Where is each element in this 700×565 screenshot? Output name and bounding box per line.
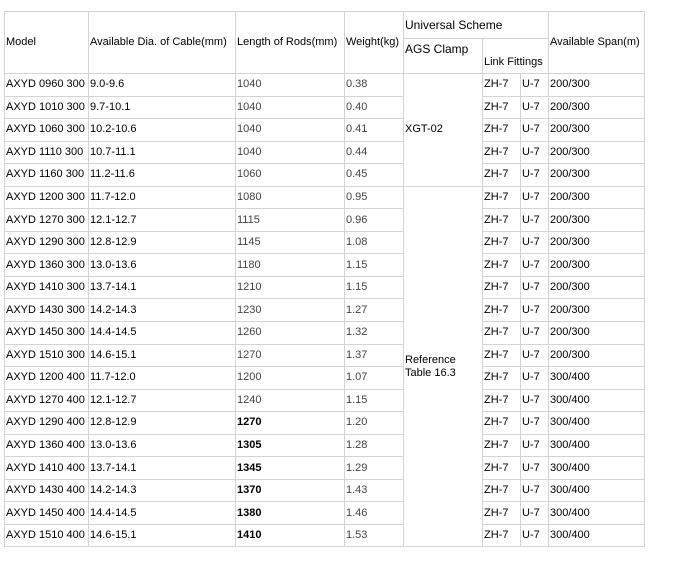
link-fitting-cell: U-7 (521, 186, 549, 209)
span-cell: 300/400 (549, 434, 645, 457)
weight-cell: 0.38 (345, 74, 404, 97)
rod-length-cell: 1040 (236, 74, 345, 97)
model-cell: AXYD 1430 300 (5, 299, 89, 322)
link-fitting-cell: ZH-7 (483, 367, 521, 390)
rod-length-cell: 1240 (236, 389, 345, 412)
table-row (5, 524, 645, 547)
model-cell: AXYD 1290 400 (5, 412, 89, 435)
diameter-cell: 11.7-12.0 (89, 367, 236, 390)
header-model: Model (5, 12, 89, 74)
model-cell: AXYD 1450 400 (5, 502, 89, 525)
diameter-cell: 12.1-12.7 (89, 209, 236, 232)
table-row (5, 457, 645, 480)
rod-length-cell: 1040 (236, 119, 345, 142)
rod-length-cell: 1305 (236, 434, 345, 457)
rod-length-cell: 1230 (236, 299, 345, 322)
rod-length-cell: 1260 (236, 322, 345, 345)
weight-cell: 1.08 (345, 231, 404, 254)
rod-length-cell: 1370 (236, 479, 345, 502)
weight-cell: 1.37 (345, 344, 404, 367)
rod-length-cell: 1145 (236, 231, 345, 254)
link-fitting-cell: U-7 (521, 119, 549, 142)
link-fitting-cell: ZH-7 (483, 254, 521, 277)
span-cell: 300/400 (549, 389, 645, 412)
link-fitting-cell: U-7 (521, 322, 549, 345)
span-cell: 200/300 (549, 209, 645, 232)
link-fitting-cell: ZH-7 (483, 502, 521, 525)
span-cell: 200/300 (549, 96, 645, 119)
diameter-cell: 14.6-15.1 (89, 344, 236, 367)
span-cell: 300/400 (549, 502, 645, 525)
link-fitting-cell: U-7 (521, 74, 549, 97)
spec-table (4, 11, 645, 547)
span-cell: 300/400 (549, 479, 645, 502)
model-cell: AXYD 1290 300 (5, 231, 89, 254)
model-cell: AXYD 1360 300 (5, 254, 89, 277)
diameter-cell: 10.7-11.1 (89, 141, 236, 164)
span-cell: 200/300 (549, 254, 645, 277)
link-fitting-cell: ZH-7 (483, 74, 521, 97)
diameter-cell: 9.0-9.6 (89, 74, 236, 97)
rod-length-cell: 1270 (236, 344, 345, 367)
span-cell: 300/400 (549, 524, 645, 547)
link-fitting-cell: U-7 (521, 96, 549, 119)
weight-cell: 1.28 (345, 434, 404, 457)
link-fitting-cell: U-7 (521, 344, 549, 367)
table-row (5, 209, 645, 232)
weight-cell: 1.32 (345, 322, 404, 345)
span-cell: 200/300 (549, 164, 645, 187)
link-fitting-cell: ZH-7 (483, 389, 521, 412)
weight-cell: 1.15 (345, 389, 404, 412)
model-cell: AXYD 1110 300 (5, 141, 89, 164)
span-cell: 200/300 (549, 322, 645, 345)
table-row (5, 254, 645, 277)
link-fitting-cell: U-7 (521, 231, 549, 254)
weight-cell: 1.20 (345, 412, 404, 435)
model-cell: AXYD 1410 400 (5, 457, 89, 480)
link-fitting-cell: ZH-7 (483, 164, 521, 187)
weight-cell: 0.95 (345, 186, 404, 209)
link-fitting-cell: U-7 (521, 299, 549, 322)
model-cell: AXYD 1270 400 (5, 389, 89, 412)
link-fitting-cell: U-7 (521, 254, 549, 277)
weight-cell: 0.44 (345, 141, 404, 164)
weight-cell: 1.15 (345, 254, 404, 277)
header-universal-scheme: Universal Scheme (404, 12, 549, 39)
rod-length-cell: 1345 (236, 457, 345, 480)
weight-cell: 1.43 (345, 479, 404, 502)
diameter-cell: 10.2-10.6 (89, 119, 236, 142)
rod-length-cell: 1210 (236, 276, 345, 299)
table-row (5, 186, 645, 209)
rod-length-cell: 1040 (236, 141, 345, 164)
header-link-fittings: Link Fittings (483, 39, 549, 74)
link-fitting-cell: U-7 (521, 209, 549, 232)
link-fitting-cell: ZH-7 (483, 186, 521, 209)
diameter-cell: 11.2-11.6 (89, 164, 236, 187)
header-weight: Weight(kg) (345, 12, 404, 74)
link-fitting-cell: U-7 (521, 524, 549, 547)
rod-length-cell: 1410 (236, 524, 345, 547)
weight-cell: 0.41 (345, 119, 404, 142)
model-cell: AXYD 1360 400 (5, 434, 89, 457)
weight-cell: 0.45 (345, 164, 404, 187)
link-fitting-cell: ZH-7 (483, 344, 521, 367)
span-cell: 300/400 (549, 457, 645, 480)
rod-length-cell: 1040 (236, 96, 345, 119)
link-fitting-cell: U-7 (521, 367, 549, 390)
table-row (5, 479, 645, 502)
diameter-cell: 13.7-14.1 (89, 457, 236, 480)
model-cell: AXYD 1010 300 (5, 96, 89, 119)
link-fitting-cell: U-7 (521, 164, 549, 187)
model-cell: AXYD 1410 300 (5, 276, 89, 299)
diameter-cell: 13.7-14.1 (89, 276, 236, 299)
model-cell: AXYD 0960 300 (5, 74, 89, 97)
weight-cell: 1.07 (345, 367, 404, 390)
table-row (5, 322, 645, 345)
link-fitting-cell: U-7 (521, 457, 549, 480)
weight-cell: 1.15 (345, 276, 404, 299)
model-cell: AXYD 1200 400 (5, 367, 89, 390)
table-row (5, 434, 645, 457)
link-fitting-cell: U-7 (521, 389, 549, 412)
table-row (5, 502, 645, 525)
diameter-cell: 13.0-13.6 (89, 254, 236, 277)
link-fitting-cell: U-7 (521, 141, 549, 164)
table-row (5, 164, 645, 187)
ags-clamp-group-1: XGT-02 (404, 74, 483, 187)
diameter-cell: 13.0-13.6 (89, 434, 236, 457)
link-fitting-cell: ZH-7 (483, 299, 521, 322)
link-fitting-cell: ZH-7 (483, 322, 521, 345)
link-fitting-cell: ZH-7 (483, 231, 521, 254)
weight-cell: 1.53 (345, 524, 404, 547)
link-fitting-cell: U-7 (521, 502, 549, 525)
span-cell: 200/300 (549, 119, 645, 142)
rod-length-cell: 1080 (236, 186, 345, 209)
spec-table-body (5, 12, 645, 547)
link-fitting-cell: ZH-7 (483, 524, 521, 547)
span-cell: 200/300 (549, 231, 645, 254)
span-cell: 200/300 (549, 276, 645, 299)
diameter-cell: 12.8-12.9 (89, 231, 236, 254)
link-fitting-cell: ZH-7 (483, 96, 521, 119)
model-cell: AXYD 1270 300 (5, 209, 89, 232)
weight-cell: 0.96 (345, 209, 404, 232)
span-cell: 200/300 (549, 74, 645, 97)
model-cell: AXYD 1160 300 (5, 164, 89, 187)
weight-cell: 0.40 (345, 96, 404, 119)
span-cell: 200/300 (549, 344, 645, 367)
weight-cell: 1.29 (345, 457, 404, 480)
ags-clamp-group-2: Reference Table 16.3 (404, 186, 483, 547)
span-cell: 300/400 (549, 367, 645, 390)
diameter-cell: 9.7-10.1 (89, 96, 236, 119)
table-row (5, 412, 645, 435)
model-cell: AXYD 1450 300 (5, 322, 89, 345)
link-fitting-cell: ZH-7 (483, 119, 521, 142)
rod-length-cell: 1115 (236, 209, 345, 232)
link-fitting-cell: ZH-7 (483, 457, 521, 480)
link-fitting-cell: ZH-7 (483, 276, 521, 299)
diameter-cell: 12.1-12.7 (89, 389, 236, 412)
diameter-cell: 14.2-14.3 (89, 299, 236, 322)
table-row (5, 96, 645, 119)
link-fitting-cell: U-7 (521, 479, 549, 502)
span-cell: 200/300 (549, 186, 645, 209)
span-cell: 200/300 (549, 141, 645, 164)
table-row (5, 231, 645, 254)
span-cell: 200/300 (549, 299, 645, 322)
link-fitting-cell: ZH-7 (483, 412, 521, 435)
rod-length-cell: 1200 (236, 367, 345, 390)
link-fitting-cell: U-7 (521, 412, 549, 435)
table-row (5, 276, 645, 299)
table-row (5, 74, 645, 97)
link-fitting-cell: U-7 (521, 434, 549, 457)
header-rod-length: Length of Rods(mm) (236, 12, 345, 74)
diameter-cell: 14.2-14.3 (89, 479, 236, 502)
table-row (5, 141, 645, 164)
table-row (5, 344, 645, 367)
link-fitting-cell: ZH-7 (483, 479, 521, 502)
link-fitting-cell: ZH-7 (483, 434, 521, 457)
diameter-cell: 12.8-12.9 (89, 412, 236, 435)
link-fitting-cell: U-7 (521, 276, 549, 299)
header-span: Available Span(m) (549, 12, 645, 74)
weight-cell: 1.46 (345, 502, 404, 525)
rod-length-cell: 1380 (236, 502, 345, 525)
table-row (5, 299, 645, 322)
link-fitting-cell: ZH-7 (483, 141, 521, 164)
header-ags-clamp: AGS Clamp (404, 39, 483, 74)
model-cell: AXYD 1200 300 (5, 186, 89, 209)
diameter-cell: 14.4-14.5 (89, 322, 236, 345)
table-row (5, 367, 645, 390)
table-row (5, 119, 645, 142)
table-row (5, 389, 645, 412)
rod-length-cell: 1180 (236, 254, 345, 277)
model-cell: AXYD 1510 400 (5, 524, 89, 547)
rod-length-cell: 1270 (236, 412, 345, 435)
span-cell: 300/400 (549, 412, 645, 435)
model-cell: AXYD 1510 300 (5, 344, 89, 367)
rod-length-cell: 1060 (236, 164, 345, 187)
link-fitting-cell: ZH-7 (483, 209, 521, 232)
model-cell: AXYD 1060 300 (5, 119, 89, 142)
diameter-cell: 14.4-14.5 (89, 502, 236, 525)
model-cell: AXYD 1430 400 (5, 479, 89, 502)
diameter-cell: 14.6-15.1 (89, 524, 236, 547)
weight-cell: 1.27 (345, 299, 404, 322)
header-diameter: Available Dia. of Cable(mm) (89, 12, 236, 74)
diameter-cell: 11.7-12.0 (89, 186, 236, 209)
